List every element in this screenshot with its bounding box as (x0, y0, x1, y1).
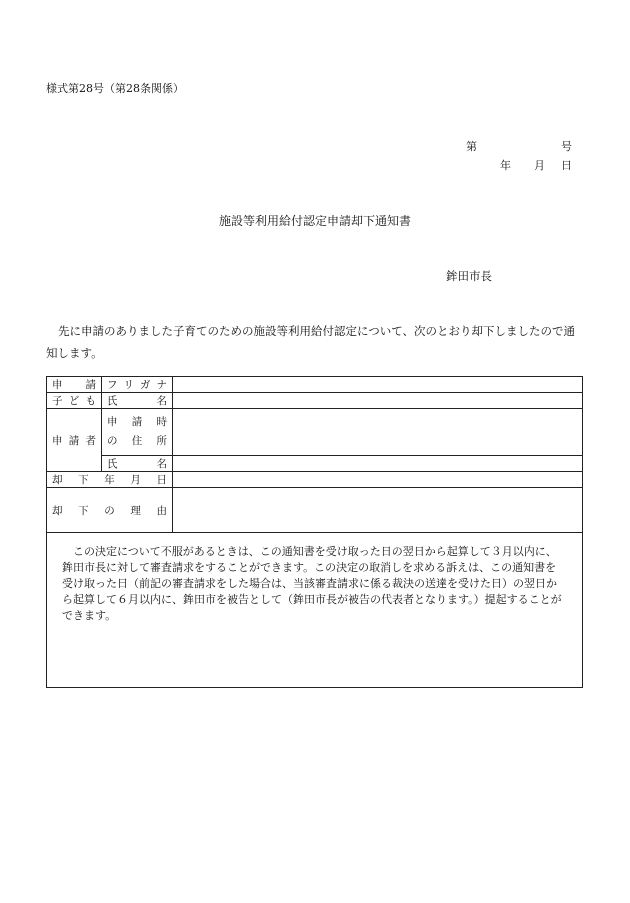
appeal-notice (47, 533, 583, 688)
issue-date-year: 年 (500, 159, 511, 172)
appeal-notice-text: この決定について不服があるときは、この通知書を受け取った日の翌日から起算して３月以内に、鉾田市長に対して審査請求をすることができます。この決定の取消しを求める訴えは、この通知書を受け取った日（前記の審査請求をした場合は、当該審査請求に係る裁決の送達を受けた日）の翌日から起算して６月以内に、鉾田市を被告として（鉾田市長が被告の代表者となります。）提起することができます。 (62, 545, 562, 622)
child-group-label-top: 申 請 (47, 377, 102, 393)
issue-date-day: 日 (561, 159, 572, 172)
applicant-name-row (47, 456, 583, 472)
rejection-reason-value[interactable] (173, 488, 583, 533)
applicant-address-label: 申 請 時 の 住 所 (102, 409, 173, 456)
document-number-suffix: 号 (561, 140, 572, 153)
applicant-name-label: 氏 名 (102, 456, 173, 472)
rejection-date-value[interactable] (173, 472, 583, 488)
rejection-date-row (47, 472, 583, 488)
child-name-label: 氏 名 (102, 393, 173, 409)
applicant-address-value[interactable] (173, 409, 583, 456)
rejection-date-label: 却 下 年 月 日 (47, 472, 173, 488)
intro-text: 先に申請のありました子育てのための施設等利用給付認定について、次のとおり却下しましたので通知します。 (46, 324, 576, 360)
child-furigana-label: フ リ ガ ナ (102, 377, 173, 393)
applicant-name-value[interactable] (173, 456, 583, 472)
rejection-form-table (46, 376, 583, 688)
document-title: 施設等利用給付認定申請却下通知書 (218, 214, 411, 228)
applicant-group-label: 申 請 者 (47, 409, 102, 472)
child-furigana-value[interactable] (173, 377, 583, 393)
child-group-label-bottom: 子 ど も (47, 393, 102, 409)
issuer-name: 鉾田市長 (446, 269, 492, 283)
child-furigana-row (47, 377, 583, 393)
child-name-value[interactable] (173, 393, 583, 409)
document-number-prefix: 第 (466, 140, 477, 153)
issue-date-month: 月 (534, 159, 545, 172)
child-name-row (47, 393, 583, 409)
applicant-address-row (47, 409, 583, 456)
rejection-reason-label: 却 下 の 理 由 (47, 488, 173, 533)
form-id: 様式第28号（第28条関係） (46, 82, 184, 95)
rejection-reason-row (47, 488, 583, 533)
notice-row (47, 533, 583, 688)
